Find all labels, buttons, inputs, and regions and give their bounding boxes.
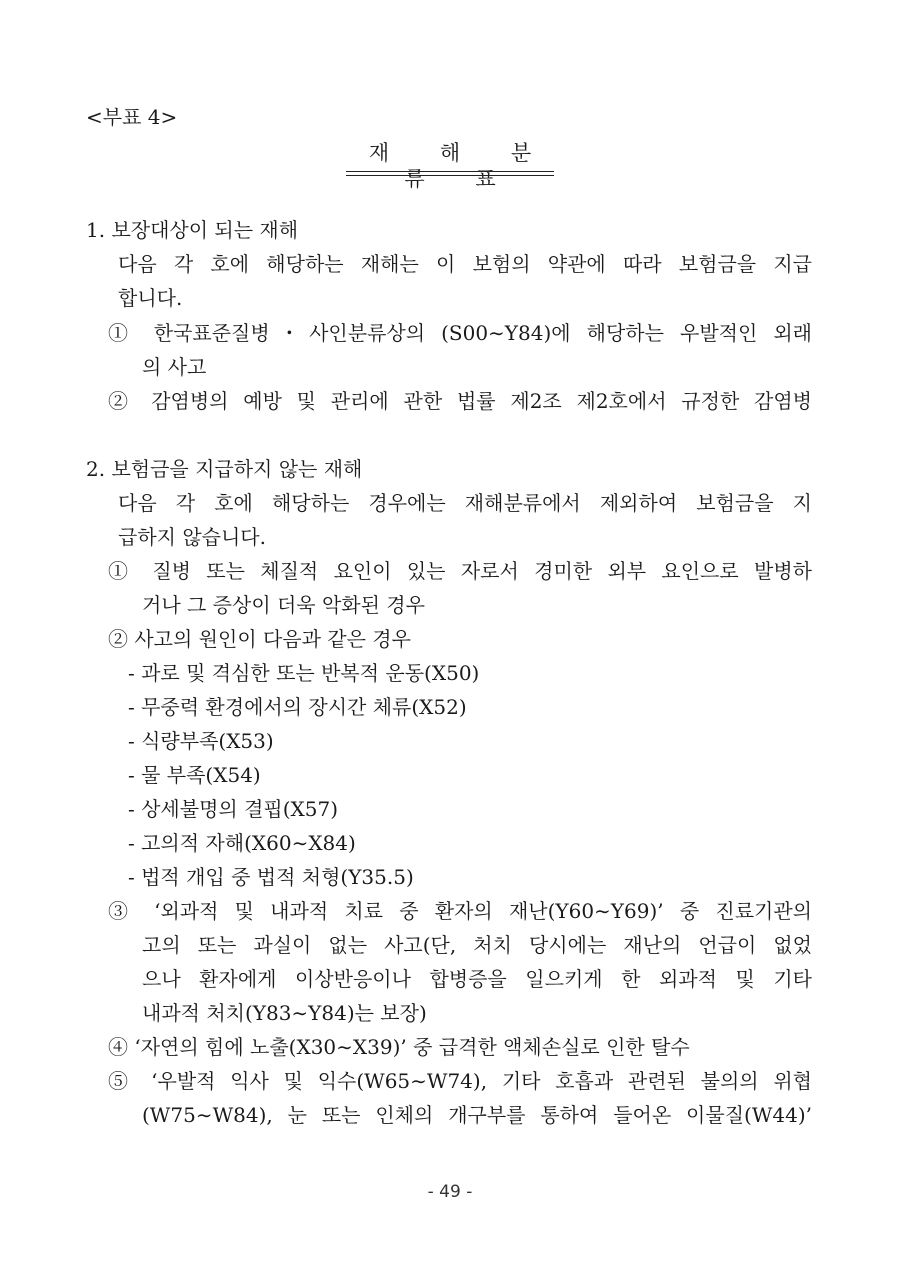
section2-item-2: ② 사고의 원인이 다음과 같은 경우 [108,627,411,651]
section1-intro-cont: 합니다. [118,286,183,310]
section2-item-5-cont: (W75∼W84), 눈 또는 인체의 개구부를 통하여 들어온 이물질(W44)’ [142,1103,812,1127]
section2-item-4: ④ ‘자연의 힘에 노출(X30∼X39)’ 중 급격한 액체손실로 인한 탈수 [108,1035,690,1059]
section2-item-3-cont: 고의 또는 과실이 없는 사고(단, 처치 당시에는 재난의 언급이 없었 [142,933,812,957]
sub-item: - 식량부족(X53) [128,729,274,753]
section1-item-2: ② 감염병의 예방 및 관리에 관한 법률 제2조 제2호에서 규정한 감염병 [108,389,812,413]
sub-item: - 고의적 자해(X60∼X84) [128,831,356,855]
annex-label: <부표 4> [86,105,178,129]
section1-item-1-cont: 의 사고 [142,355,207,379]
page-number: - 49 - [427,1182,473,1202]
section2-item-3-cont: 으나 환자에게 이상반응이나 합병증을 일으키게 한 외과적 및 기타 [142,967,812,991]
section1-heading: 1. 보장대상이 되는 재해 [86,218,299,242]
title-underline-bottom [346,175,554,176]
section2-item-3-cont: 내과적 처치(Y83∼Y84)는 보장) [142,1001,427,1025]
section1-intro: 다음 각 호에 해당하는 재해는 이 보험의 약관에 따라 보험금을 지급 [118,252,812,276]
section2-intro-cont: 급하지 않습니다. [118,525,266,549]
section2-item-1-cont: 거나 그 증상이 더욱 악화된 경우 [142,593,425,617]
section2-item-1: ① 질병 또는 체질적 요인이 있는 자로서 경미한 외부 요인으로 발병하 [108,559,812,583]
sub-item: - 물 부족(X54) [128,763,261,787]
section1-item-1: ① 한국표준질병・사인분류상의 (S00∼Y84)에 해당하는 우발적인 외래 [108,321,812,345]
page-title: 재 해 분 류 표 [368,141,554,191]
section2-item-5: ⑤ ‘우발적 익사 및 익수(W65∼W74), 기타 호흡과 관련된 불의의 위협 [108,1069,812,1093]
sub-item: - 무중력 환경에서의 장시간 체류(X52) [128,695,467,719]
sub-item: - 과로 및 격심한 또는 반복적 운동(X50) [128,661,480,685]
sub-item: - 법적 개입 중 법적 처형(Y35.5) [128,865,414,889]
section2-heading: 2. 보험금을 지급하지 않는 재해 [86,457,363,481]
sub-item: - 상세불명의 결핍(X57) [128,797,339,821]
title-underline-top [346,171,554,172]
section2-item-3: ③ ‘외과적 및 내과적 치료 중 환자의 재난(Y60∼Y69)’ 중 진료기관의 [108,899,812,923]
title-block [346,140,554,192]
section2-intro: 다음 각 호에 해당하는 경우에는 재해분류에서 제외하여 보험금을 지 [118,491,812,515]
